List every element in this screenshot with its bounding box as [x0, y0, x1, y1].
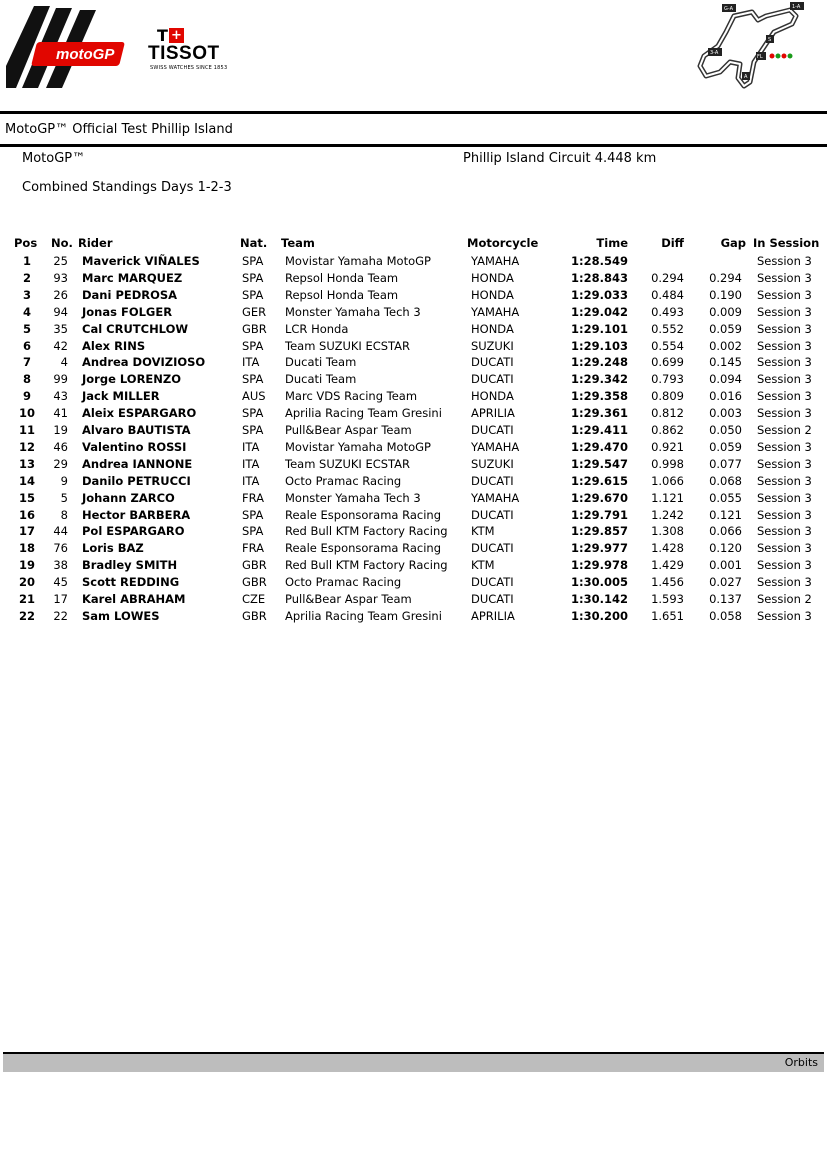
cell-rider: Bradley SMITH: [82, 558, 178, 573]
tissot-wordmark: TISSOT: [148, 43, 220, 64]
cell-motorcycle: KTM: [471, 524, 495, 539]
cell-diff: 0.998: [651, 456, 684, 471]
cell-time: 1:29.857: [571, 524, 628, 539]
cell-team: Ducati Team: [285, 355, 357, 370]
cell-session: Session 3: [757, 473, 812, 488]
cell-number: 29: [53, 456, 68, 471]
cell-pos: 21: [18, 592, 35, 606]
cell-rider: Andrea DOVIZIOSO: [82, 355, 206, 370]
svg-text:1-A: 1-A: [792, 4, 801, 10]
table-row: [0, 372, 827, 389]
cell-diff: 1.121: [651, 490, 684, 505]
cell-diff: 1.593: [651, 592, 684, 606]
cell-number: 43: [53, 389, 68, 404]
cell-motorcycle: DUCATI: [471, 507, 514, 522]
motogp-logo-text: motoGP: [56, 46, 115, 63]
session-title: Combined Standings Days 1-2-3: [22, 180, 232, 195]
cell-session: Session 3: [757, 524, 812, 539]
svg-text:3-A: 3-A: [710, 50, 719, 56]
cell-team: Ducati Team: [285, 372, 357, 387]
cell-team: Movistar Yamaha MotoGP: [285, 254, 431, 268]
cell-gap: 0.145: [709, 355, 742, 370]
cell-motorcycle: HONDA: [471, 321, 514, 336]
tissot-tagline: SWISS WATCHES SINCE 1853: [150, 65, 228, 71]
cell-session: Session 3: [757, 490, 812, 505]
cell-team: Marc VDS Racing Team: [285, 389, 418, 404]
cell-nationality: GBR: [242, 558, 267, 573]
motogp-logo: [6, 6, 138, 88]
cell-team: Pull&Bear Aspar Team: [285, 592, 412, 606]
cell-pos: 16: [18, 507, 35, 522]
table-row: [0, 541, 827, 558]
column-header-rider: Rider: [78, 236, 113, 250]
table-row: [0, 474, 827, 491]
table-row: [0, 440, 827, 457]
cell-pos: 3: [22, 287, 31, 302]
cell-motorcycle: HONDA: [471, 389, 514, 404]
cell-time: 1:29.411: [571, 423, 628, 437]
cell-nationality: GER: [242, 304, 267, 319]
cell-diff: 0.921: [651, 439, 684, 454]
cell-motorcycle: KTM: [471, 558, 495, 573]
tissot-logo: [148, 28, 232, 74]
category-label: MotoGP™: [22, 151, 86, 166]
cell-diff: 0.793: [651, 372, 684, 387]
cell-team: Octo Pramac Racing: [285, 575, 402, 590]
table-row: [0, 322, 827, 339]
cell-motorcycle: YAMAHA: [471, 490, 520, 505]
cell-diff: 0.552: [651, 321, 684, 336]
cell-team: Aprilia Racing Team Gresini: [285, 608, 442, 623]
cell-number: 38: [53, 558, 68, 573]
cell-rider: Dani PEDROSA: [82, 287, 178, 302]
track-map-icon: [694, 2, 810, 94]
cell-diff: 0.809: [651, 389, 684, 404]
cell-rider: Jonas FOLGER: [82, 304, 173, 319]
header-rule-bottom: [0, 144, 827, 147]
cell-nationality: SPA: [242, 524, 264, 539]
cell-number: 45: [53, 575, 68, 590]
table-header: [0, 236, 827, 252]
cell-session: Session 3: [757, 287, 812, 302]
cell-team: Movistar Yamaha MotoGP: [285, 439, 431, 454]
cell-gap: 0.120: [709, 541, 742, 556]
cell-session: Session 3: [757, 541, 812, 556]
cell-nationality: GBR: [242, 321, 267, 336]
cell-gap: 0.059: [709, 439, 742, 454]
cell-diff: 1.242: [651, 507, 684, 522]
cell-time: 1:29.978: [571, 558, 628, 573]
cell-motorcycle: YAMAHA: [471, 254, 520, 268]
cell-rider: Valentino ROSSI: [82, 439, 187, 454]
table-row: [0, 254, 827, 271]
cell-pos: 5: [22, 321, 31, 336]
cell-rider: Marc MARQUEZ: [82, 270, 183, 285]
cell-pos: 7: [22, 355, 31, 370]
table-row: [0, 508, 827, 525]
cell-team: Repsol Honda Team: [285, 270, 399, 285]
cell-pos: 8: [22, 372, 31, 387]
cell-nationality: SPA: [242, 338, 264, 353]
cell-number: 99: [53, 372, 68, 387]
cell-rider: Alex RINS: [82, 338, 146, 353]
cell-diff: 1.428: [651, 541, 684, 556]
cell-pos: 15: [18, 490, 35, 505]
cell-team: Aprilia Racing Team Gresini: [285, 406, 442, 421]
cell-pos: 17: [18, 524, 35, 539]
cell-nationality: GBR: [242, 575, 267, 590]
cell-diff: 0.554: [651, 338, 684, 353]
cell-motorcycle: SUZUKI: [471, 456, 514, 471]
cell-gap: 0.294: [709, 270, 742, 285]
cell-session: Session 3: [757, 254, 812, 268]
cell-rider: Karel ABRAHAM: [82, 592, 186, 606]
cell-number: 93: [53, 270, 68, 285]
cell-team: Red Bull KTM Factory Racing: [285, 558, 448, 573]
cell-session: Session 3: [757, 304, 812, 319]
cell-rider: Johann ZARCO: [82, 490, 175, 505]
cell-pos: 19: [18, 558, 35, 573]
cell-gap: 0.066: [709, 524, 742, 539]
cell-motorcycle: APRILIA: [471, 406, 515, 421]
cell-gap: 0.058: [709, 608, 742, 623]
cell-nationality: ITA: [242, 473, 260, 488]
cell-gap: 0.016: [709, 389, 742, 404]
cell-team: Monster Yamaha Tech 3: [285, 490, 421, 505]
table-row: [0, 575, 827, 592]
cell-session: Session 3: [757, 507, 812, 522]
table-row: [0, 305, 827, 322]
cell-time: 1:29.977: [571, 541, 628, 556]
cell-gap: 0.137: [709, 592, 742, 606]
cell-gap: 0.094: [709, 372, 742, 387]
cell-pos: 10: [18, 406, 35, 421]
cell-team: Reale Esponsorama Racing: [285, 541, 442, 556]
table-row: [0, 457, 827, 474]
cell-number: 25: [53, 254, 68, 268]
cell-nationality: ITA: [242, 439, 260, 454]
cell-gap: 0.059: [709, 321, 742, 336]
cell-diff: 1.308: [651, 524, 684, 539]
cell-number: 8: [60, 507, 68, 522]
cell-time: 1:29.033: [571, 287, 628, 302]
cell-session: Session 3: [757, 608, 812, 623]
column-header-motorcycle: Motorcycle: [467, 236, 539, 250]
cell-rider: Jorge LORENZO: [82, 372, 182, 387]
cell-nationality: SPA: [242, 254, 264, 268]
table-row: [0, 339, 827, 356]
cell-pos: 13: [18, 456, 35, 471]
cell-team: Team SUZUKI ECSTAR: [285, 456, 411, 471]
cell-number: 42: [53, 338, 68, 353]
cell-rider: Aleix ESPARGARO: [82, 406, 197, 421]
cell-time: 1:29.547: [571, 456, 628, 471]
cell-session: Session 2: [757, 423, 812, 437]
cell-number: 22: [53, 608, 68, 623]
cell-diff: 0.812: [651, 406, 684, 421]
cell-gap: 0.003: [709, 406, 742, 421]
cell-nationality: SPA: [242, 287, 264, 302]
footer-bar: [3, 1052, 824, 1072]
cell-time: 1:28.549: [571, 254, 628, 268]
column-header-team: Team: [281, 236, 315, 250]
cell-rider: Alvaro BAUTISTA: [82, 423, 191, 437]
cell-motorcycle: YAMAHA: [471, 439, 520, 454]
cell-session: Session 3: [757, 406, 812, 421]
cell-time: 1:30.005: [571, 575, 628, 590]
cell-number: 46: [53, 439, 68, 454]
cell-motorcycle: DUCATI: [471, 575, 514, 590]
cell-pos: 4: [22, 304, 31, 319]
circuit-label: Phillip Island Circuit 4.448 km: [463, 151, 657, 166]
cell-gap: 0.027: [709, 575, 742, 590]
cell-rider: Sam LOWES: [82, 608, 160, 623]
header-rule-top: [0, 111, 827, 114]
table-row: [0, 609, 827, 626]
cell-team: Octo Pramac Racing: [285, 473, 402, 488]
cell-pos: 2: [22, 270, 31, 285]
cell-pos: 11: [18, 423, 35, 437]
cell-time: 1:29.791: [571, 507, 628, 522]
cell-time: 1:29.248: [571, 355, 628, 370]
event-title: MotoGP™ Official Test Phillip Island: [5, 122, 233, 137]
cell-diff: 0.699: [651, 355, 684, 370]
cell-nationality: FRA: [242, 541, 265, 556]
cell-pos: 6: [22, 338, 31, 353]
cell-nationality: SPA: [242, 423, 264, 437]
cell-number: 41: [53, 406, 68, 421]
cell-number: 9: [60, 473, 68, 488]
cell-rider: Danilo PETRUCCI: [82, 473, 191, 488]
cell-nationality: SPA: [242, 270, 264, 285]
cell-team: Reale Esponsorama Racing: [285, 507, 442, 522]
svg-text:FL: FL: [757, 54, 763, 60]
column-header-gap: Gap: [720, 236, 746, 250]
cell-number: 5: [60, 490, 68, 505]
cell-session: Session 3: [757, 338, 812, 353]
cell-time: 1:29.103: [571, 338, 628, 353]
cell-rider: Pol ESPARGARO: [82, 524, 185, 539]
cell-time: 1:29.670: [571, 490, 628, 505]
cell-team: Pull&Bear Aspar Team: [285, 423, 412, 437]
cell-number: 4: [60, 355, 68, 370]
cell-motorcycle: HONDA: [471, 270, 514, 285]
table-row: [0, 423, 827, 440]
cell-number: 44: [53, 524, 68, 539]
cell-gap: 0.121: [709, 507, 742, 522]
cell-pos: 20: [18, 575, 35, 590]
footer-provider: Orbits: [784, 1056, 818, 1069]
cell-nationality: ITA: [242, 456, 260, 471]
cell-rider: Andrea IANNONE: [82, 456, 193, 471]
cell-pos: 14: [18, 473, 35, 488]
cell-pos: 12: [18, 439, 35, 454]
cell-diff: 1.651: [651, 608, 684, 623]
table-row: [0, 406, 827, 423]
cell-team: Repsol Honda Team: [285, 287, 399, 302]
cell-team: LCR Honda: [285, 321, 349, 336]
cell-gap: 0.001: [709, 558, 742, 573]
cell-rider: Maverick VIÑALES: [82, 254, 200, 268]
column-header-time: Time: [596, 236, 628, 250]
svg-text:S: S: [768, 37, 772, 43]
cell-time: 1:30.200: [571, 608, 628, 623]
table-row: [0, 271, 827, 288]
cell-gap: 0.050: [709, 423, 742, 437]
cell-session: Session 3: [757, 321, 812, 336]
cell-gap: 0.055: [709, 490, 742, 505]
cell-session: Session 2: [757, 592, 812, 606]
cell-time: 1:29.470: [571, 439, 628, 454]
cell-session: Session 3: [757, 270, 812, 285]
cell-nationality: GBR: [242, 608, 267, 623]
cell-motorcycle: DUCATI: [471, 592, 514, 606]
cell-gap: 0.009: [709, 304, 742, 319]
cell-time: 1:29.342: [571, 372, 628, 387]
cell-rider: Loris BAZ: [82, 541, 144, 556]
cell-number: 26: [53, 287, 68, 302]
tissot-t-mark: T: [157, 26, 168, 45]
cell-rider: Jack MILLER: [82, 389, 160, 404]
cell-time: 1:30.142: [571, 592, 628, 606]
cell-session: Session 3: [757, 575, 812, 590]
cell-session: Session 3: [757, 558, 812, 573]
column-header-no: No.: [51, 236, 73, 250]
cell-team: Team SUZUKI ECSTAR: [285, 338, 411, 353]
table-row: [0, 491, 827, 508]
cell-gap: 0.190: [709, 287, 742, 302]
column-header-pos: Pos: [14, 236, 38, 250]
cell-team: Monster Yamaha Tech 3: [285, 304, 421, 319]
column-header-diff: Diff: [661, 236, 684, 250]
cell-time: 1:29.042: [571, 304, 628, 319]
column-header-nat: Nat.: [240, 236, 268, 250]
table-row: [0, 389, 827, 406]
cell-motorcycle: DUCATI: [471, 541, 514, 556]
svg-text:A: A: [744, 74, 748, 80]
cell-gap: 0.077: [709, 456, 742, 471]
cell-rider: Scott REDDING: [82, 575, 180, 590]
cell-nationality: FRA: [242, 490, 265, 505]
cell-rider: Hector BARBERA: [82, 507, 191, 522]
cell-session: Session 3: [757, 439, 812, 454]
cell-time: 1:29.101: [571, 321, 628, 336]
cell-diff: 1.429: [651, 558, 684, 573]
cell-session: Session 3: [757, 372, 812, 387]
cell-time: 1:29.615: [571, 473, 628, 488]
cell-gap: 0.002: [709, 338, 742, 353]
cell-time: 1:28.843: [571, 270, 628, 285]
cell-pos: 1: [22, 254, 31, 268]
cell-diff: 0.493: [651, 304, 684, 319]
cell-motorcycle: SUZUKI: [471, 338, 514, 353]
cell-pos: 9: [22, 389, 31, 404]
cell-motorcycle: YAMAHA: [471, 304, 520, 319]
cell-team: Red Bull KTM Factory Racing: [285, 524, 448, 539]
cell-pos: 18: [18, 541, 35, 556]
table-row: [0, 288, 827, 305]
header-logos: [0, 0, 827, 110]
cell-motorcycle: DUCATI: [471, 355, 514, 370]
cell-motorcycle: APRILIA: [471, 608, 515, 623]
cell-gap: 0.068: [709, 473, 742, 488]
cell-session: Session 3: [757, 456, 812, 471]
cell-nationality: AUS: [242, 389, 266, 404]
cell-rider: Cal CRUTCHLOW: [82, 321, 189, 336]
cell-diff: 0.484: [651, 287, 684, 302]
cell-number: 35: [53, 321, 68, 336]
table-row: [0, 524, 827, 541]
cell-motorcycle: DUCATI: [471, 372, 514, 387]
cell-diff: 1.066: [651, 473, 684, 488]
table-row: [0, 558, 827, 575]
table-row: [0, 592, 827, 609]
svg-text:G-A: G-A: [724, 6, 733, 12]
cell-time: 1:29.358: [571, 389, 628, 404]
cell-session: Session 3: [757, 355, 812, 370]
cell-nationality: CZE: [242, 592, 266, 606]
cell-diff: 1.456: [651, 575, 684, 590]
cell-time: 1:29.361: [571, 406, 628, 421]
cell-motorcycle: DUCATI: [471, 473, 514, 488]
cell-motorcycle: HONDA: [471, 287, 514, 302]
cell-diff: 0.294: [651, 270, 684, 285]
cell-number: 17: [53, 592, 68, 606]
cell-number: 19: [53, 423, 68, 437]
column-header-session: In Session: [753, 236, 820, 250]
table-row: [0, 355, 827, 372]
swiss-cross-icon: +: [169, 28, 184, 43]
cell-nationality: SPA: [242, 406, 264, 421]
cell-nationality: SPA: [242, 372, 264, 387]
cell-number: 94: [53, 304, 68, 319]
cell-diff: 0.862: [651, 423, 684, 437]
cell-session: Session 3: [757, 389, 812, 404]
cell-motorcycle: DUCATI: [471, 423, 514, 437]
cell-number: 76: [53, 541, 68, 556]
cell-pos: 22: [18, 608, 35, 623]
cell-nationality: ITA: [242, 355, 260, 370]
cell-nationality: SPA: [242, 507, 264, 522]
